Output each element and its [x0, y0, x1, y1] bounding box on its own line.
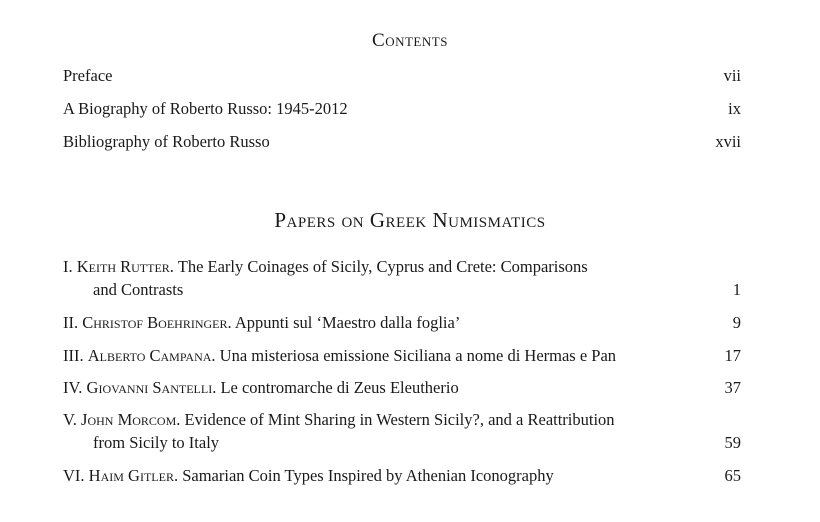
toc-entry-paper-2[interactable] [63, 311, 741, 334]
toc-entry-text [63, 255, 678, 301]
toc-entry-title: Bibliography of Roberto Russo [63, 132, 270, 151]
toc-page-number: vii [723, 66, 741, 85]
paper-author: Christof Boehringer. [82, 313, 232, 332]
toc-entry-bibliography[interactable] [63, 130, 741, 153]
toc-page-number: 9 [732, 313, 741, 332]
toc-entry-preface[interactable] [63, 64, 741, 87]
toc-entry-title: A Biography of Roberto Russo: 1945-2012 [63, 99, 348, 118]
toc-entry-paper-4[interactable] [63, 376, 741, 399]
toc-page-number: ix [728, 99, 741, 118]
paper-title-continued: and Contrasts [93, 280, 184, 299]
paper-title: The Early Coinages of Sicily, Cyprus and Crete: Comparisons [177, 257, 588, 276]
paper-number: II. [63, 313, 79, 332]
toc-entry-biography[interactable] [63, 97, 741, 120]
paper-title-continued: from Sicily to Italy [93, 433, 220, 452]
toc-page-number: 1 [732, 280, 741, 299]
paper-author: John Morcom. [81, 410, 181, 429]
paper-author: Alberto Campana. [87, 346, 216, 365]
paper-title: Samarian Coin Types Inspired by Athenian Iconography [182, 466, 554, 485]
paper-number: VI. [63, 466, 85, 485]
toc-page-number: 17 [724, 346, 741, 365]
paper-title: Una misteriosa emissione Siciliana a nome di Hermas e Pan [219, 346, 617, 365]
toc-entry-text [63, 376, 678, 399]
toc-entry-paper-1[interactable] [63, 255, 741, 301]
toc-entry-text [63, 464, 678, 487]
toc-page-number: 65 [724, 466, 741, 485]
section-title: Papers on Greek Numismatics [274, 208, 546, 232]
toc-entry-title: Preface [63, 66, 113, 85]
toc-page-number: 37 [724, 378, 741, 397]
toc-entry-text [63, 311, 678, 334]
toc-entry-paper-3[interactable] [63, 344, 741, 367]
paper-number: III. [63, 346, 84, 365]
paper-author: Giovanni Santelli. [86, 378, 217, 397]
paper-number: IV. [63, 378, 83, 397]
paper-number: V. [63, 410, 77, 429]
paper-author: Haim Gitler. [88, 466, 179, 485]
toc-page-number: xvii [715, 132, 741, 151]
paper-title: Le contromarche di Zeus Eleutherio [220, 378, 459, 397]
toc-entry-text [63, 408, 678, 454]
contents-title: Contents [372, 30, 448, 51]
toc-entry-paper-6[interactable] [63, 464, 741, 487]
paper-title: Evidence of Mint Sharing in Western Sicily?, and a Reattribution [184, 410, 615, 429]
paper-number: I. [63, 257, 73, 276]
toc-entry-text [63, 344, 678, 367]
paper-title: Appunti sul ‘Maestro dalla foglia’ [234, 313, 461, 332]
toc-entry-paper-5[interactable] [63, 408, 741, 454]
toc-page-number: 59 [724, 433, 741, 452]
paper-author: Keith Rutter. [76, 257, 174, 276]
